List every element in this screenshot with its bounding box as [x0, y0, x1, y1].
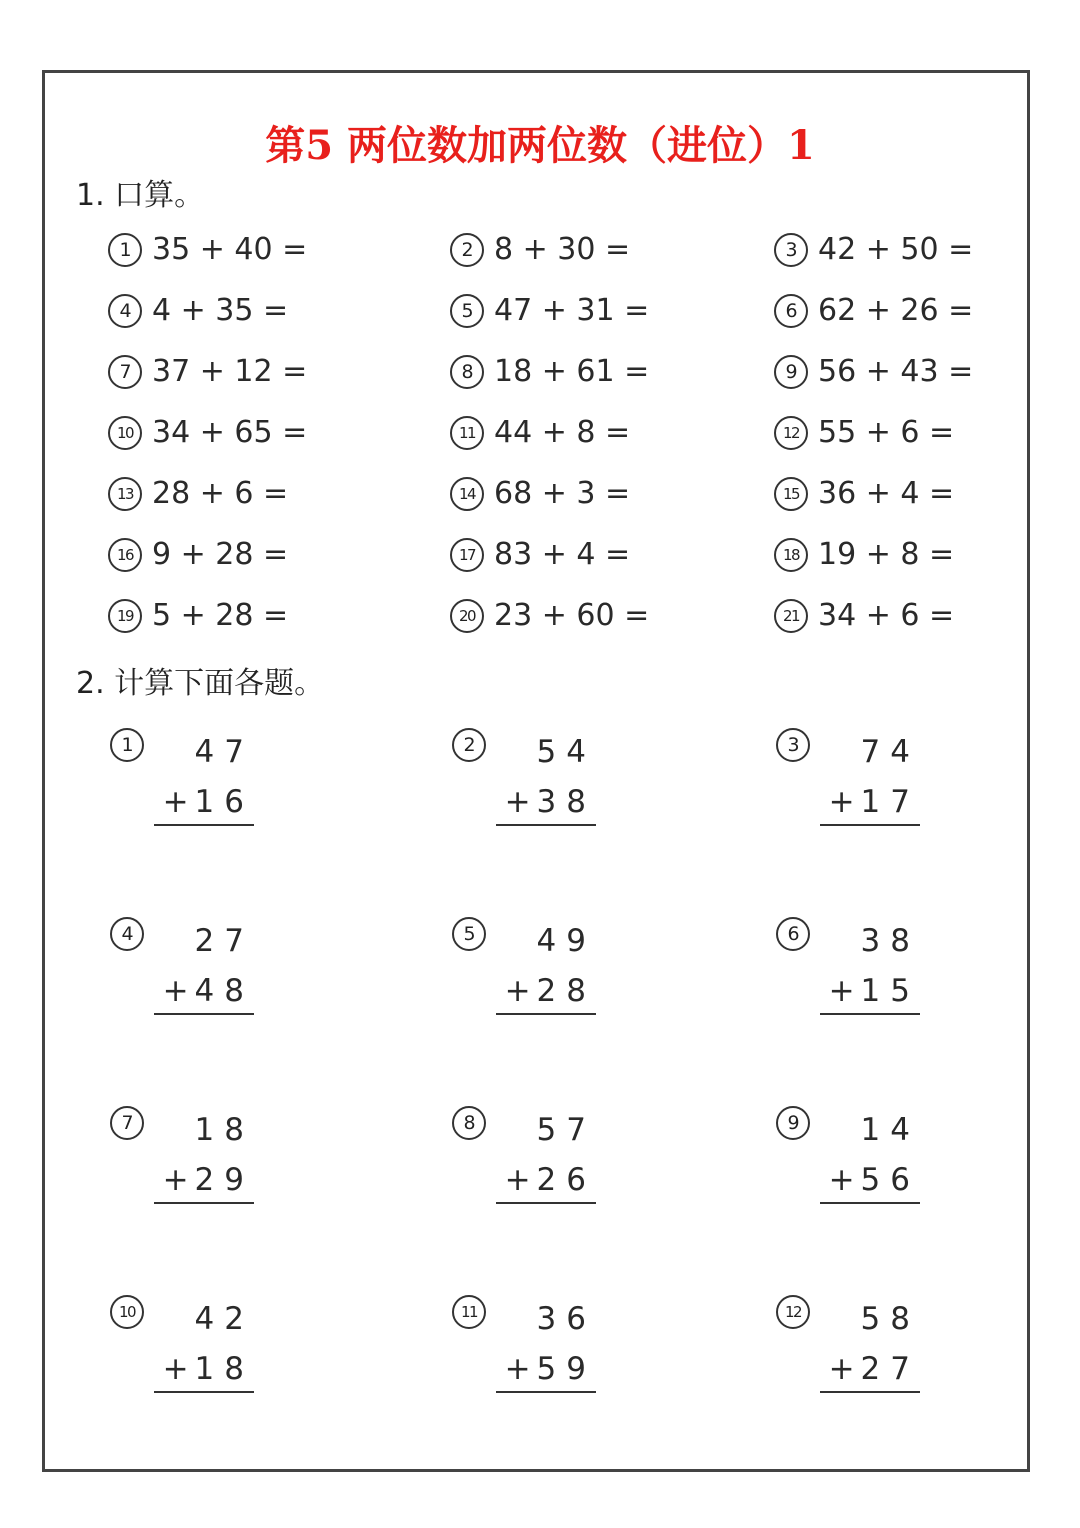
problem-number-circle: 3	[774, 233, 808, 267]
section-2-heading: 2. 计算下面各题。	[76, 666, 325, 701]
oral-problem-17	[450, 531, 630, 579]
oral-problem-3	[774, 226, 973, 274]
addend-bottom-row	[154, 1349, 254, 1389]
oral-expression: 19 + 8 =	[818, 537, 955, 572]
plus-sign: +	[162, 1162, 195, 1198]
answer-line	[820, 1202, 920, 1204]
problem-number-circle: 4	[108, 294, 142, 328]
addend-bottom-row	[820, 1160, 920, 1200]
addend-bottom: 15	[860, 973, 920, 1009]
oral-problem-9	[774, 348, 973, 396]
problem-number-circle: 12	[774, 416, 808, 450]
answer-line	[820, 824, 920, 826]
answer-line	[154, 1202, 254, 1204]
addend-top: 38	[860, 923, 920, 959]
addend-bottom-row	[820, 782, 920, 822]
oral-problem-19	[108, 592, 288, 640]
addend-top: 42	[194, 1301, 254, 1337]
answer-line	[154, 1391, 254, 1393]
oral-expression: 4 + 35 =	[152, 293, 289, 328]
vertical-addition-grid	[108, 724, 1008, 1424]
addend-bottom-row	[496, 1160, 596, 1200]
vertical-problem-9	[774, 1102, 934, 1222]
oral-problem-10	[108, 409, 307, 457]
answer-line	[154, 824, 254, 826]
addend-bottom-row	[154, 782, 254, 822]
addend-top: 47	[194, 734, 254, 770]
plus-sign: +	[828, 784, 861, 820]
problem-number-circle: 11	[452, 1295, 486, 1329]
addend-bottom-row	[496, 782, 596, 822]
vertical-problem-11	[450, 1291, 610, 1411]
oral-expression: 28 + 6 =	[152, 476, 289, 511]
plus-sign: +	[162, 973, 195, 1009]
oral-expression: 37 + 12 =	[152, 354, 308, 389]
oral-problem-15	[774, 470, 954, 518]
oral-expression: 44 + 8 =	[494, 415, 631, 450]
answer-line	[496, 824, 596, 826]
problem-number-circle: 9	[774, 355, 808, 389]
problem-number-circle: 9	[776, 1106, 810, 1140]
addend-bottom: 16	[194, 784, 254, 820]
answer-line	[820, 1391, 920, 1393]
oral-problem-2	[450, 226, 630, 274]
oral-problem-18	[774, 531, 954, 579]
addend-top: 36	[536, 1301, 596, 1337]
addend-top: 58	[860, 1301, 920, 1337]
problem-number-circle: 8	[450, 355, 484, 389]
oral-calculation-grid	[108, 226, 1008, 656]
problem-number-circle: 11	[450, 416, 484, 450]
addend-bottom: 27	[860, 1351, 920, 1387]
addend-bottom-row	[496, 1349, 596, 1389]
problem-number-circle: 7	[108, 355, 142, 389]
section-1-heading: 1. 口算。	[76, 178, 205, 213]
addend-bottom: 28	[536, 973, 596, 1009]
oral-problem-4	[108, 287, 288, 335]
problem-number-circle: 16	[108, 538, 142, 572]
vertical-problem-7	[108, 1102, 268, 1222]
problem-number-circle: 1	[110, 728, 144, 762]
addend-top: 57	[536, 1112, 596, 1148]
problem-number-circle: 6	[776, 917, 810, 951]
oral-expression: 55 + 6 =	[818, 415, 955, 450]
problem-number-circle: 5	[450, 294, 484, 328]
problem-number-circle: 18	[774, 538, 808, 572]
addend-bottom-row	[496, 971, 596, 1011]
addend-bottom-row	[820, 1349, 920, 1389]
problem-number-circle: 7	[110, 1106, 144, 1140]
oral-problem-11	[450, 409, 630, 457]
oral-expression: 8 + 30 =	[494, 232, 631, 267]
addend-bottom-row	[154, 971, 254, 1011]
oral-problem-8	[450, 348, 649, 396]
addend-bottom: 26	[536, 1162, 596, 1198]
oral-expression: 34 + 65 =	[152, 415, 308, 450]
vertical-problem-5	[450, 913, 610, 1033]
problem-number-circle: 8	[452, 1106, 486, 1140]
problem-number-circle: 13	[108, 477, 142, 511]
addend-bottom: 48	[194, 973, 254, 1009]
addend-bottom: 59	[536, 1351, 596, 1387]
vertical-problem-1	[108, 724, 268, 844]
oral-problem-21	[774, 592, 954, 640]
plus-sign: +	[504, 1162, 537, 1198]
plus-sign: +	[162, 1351, 195, 1387]
problem-number-circle: 3	[776, 728, 810, 762]
plus-sign: +	[828, 973, 861, 1009]
problem-number-circle: 5	[452, 917, 486, 951]
answer-line	[496, 1202, 596, 1204]
problem-number-circle: 12	[776, 1295, 810, 1329]
problem-number-circle: 20	[450, 599, 484, 633]
plus-sign: +	[504, 784, 537, 820]
vertical-problem-6	[774, 913, 934, 1033]
plus-sign: +	[828, 1162, 861, 1198]
oral-expression: 56 + 43 =	[818, 354, 974, 389]
oral-problem-6	[774, 287, 973, 335]
addend-bottom-row	[154, 1160, 254, 1200]
addend-bottom-row	[820, 971, 920, 1011]
vertical-problem-3	[774, 724, 934, 844]
problem-number-circle: 15	[774, 477, 808, 511]
answer-line	[496, 1391, 596, 1393]
addend-top: 49	[536, 923, 596, 959]
addend-top: 14	[860, 1112, 920, 1148]
plus-sign: +	[162, 784, 195, 820]
oral-expression: 36 + 4 =	[818, 476, 955, 511]
vertical-problem-2	[450, 724, 610, 844]
addend-bottom: 29	[194, 1162, 254, 1198]
addend-bottom: 38	[536, 784, 596, 820]
problem-number-circle: 4	[110, 917, 144, 951]
vertical-problem-10	[108, 1291, 268, 1411]
oral-problem-5	[450, 287, 649, 335]
oral-problem-13	[108, 470, 288, 518]
problem-number-circle: 2	[450, 233, 484, 267]
answer-line	[496, 1013, 596, 1015]
oral-expression: 35 + 40 =	[152, 232, 308, 267]
addend-top: 18	[194, 1112, 254, 1148]
oral-problem-20	[450, 592, 649, 640]
vertical-problem-4	[108, 913, 268, 1033]
worksheet-title: 第5 两位数加两位数（进位）1	[265, 122, 815, 169]
problem-number-circle: 10	[110, 1295, 144, 1329]
addend-bottom: 56	[860, 1162, 920, 1198]
oral-expression: 68 + 3 =	[494, 476, 631, 511]
oral-problem-1	[108, 226, 307, 274]
answer-line	[820, 1013, 920, 1015]
oral-expression: 42 + 50 =	[818, 232, 974, 267]
oral-expression: 5 + 28 =	[152, 598, 289, 633]
oral-problem-12	[774, 409, 954, 457]
vertical-problem-8	[450, 1102, 610, 1222]
problem-number-circle: 17	[450, 538, 484, 572]
oral-expression: 83 + 4 =	[494, 537, 631, 572]
problem-number-circle: 21	[774, 599, 808, 633]
oral-expression: 47 + 31 =	[494, 293, 650, 328]
addend-bottom: 18	[194, 1351, 254, 1387]
problem-number-circle: 19	[108, 599, 142, 633]
addend-top: 54	[536, 734, 596, 770]
vertical-problem-12	[774, 1291, 934, 1411]
addend-bottom: 17	[860, 784, 920, 820]
oral-expression: 62 + 26 =	[818, 293, 974, 328]
oral-expression: 18 + 61 =	[494, 354, 650, 389]
plus-sign: +	[828, 1351, 861, 1387]
problem-number-circle: 14	[450, 477, 484, 511]
problem-number-circle: 6	[774, 294, 808, 328]
problem-number-circle: 1	[108, 233, 142, 267]
oral-expression: 9 + 28 =	[152, 537, 289, 572]
oral-expression: 34 + 6 =	[818, 598, 955, 633]
answer-line	[154, 1013, 254, 1015]
oral-problem-7	[108, 348, 307, 396]
problem-number-circle: 2	[452, 728, 486, 762]
plus-sign: +	[504, 1351, 537, 1387]
oral-expression: 23 + 60 =	[494, 598, 650, 633]
addend-top: 27	[194, 923, 254, 959]
oral-problem-14	[450, 470, 630, 518]
plus-sign: +	[504, 973, 537, 1009]
oral-problem-16	[108, 531, 288, 579]
addend-top: 74	[860, 734, 920, 770]
problem-number-circle: 10	[108, 416, 142, 450]
